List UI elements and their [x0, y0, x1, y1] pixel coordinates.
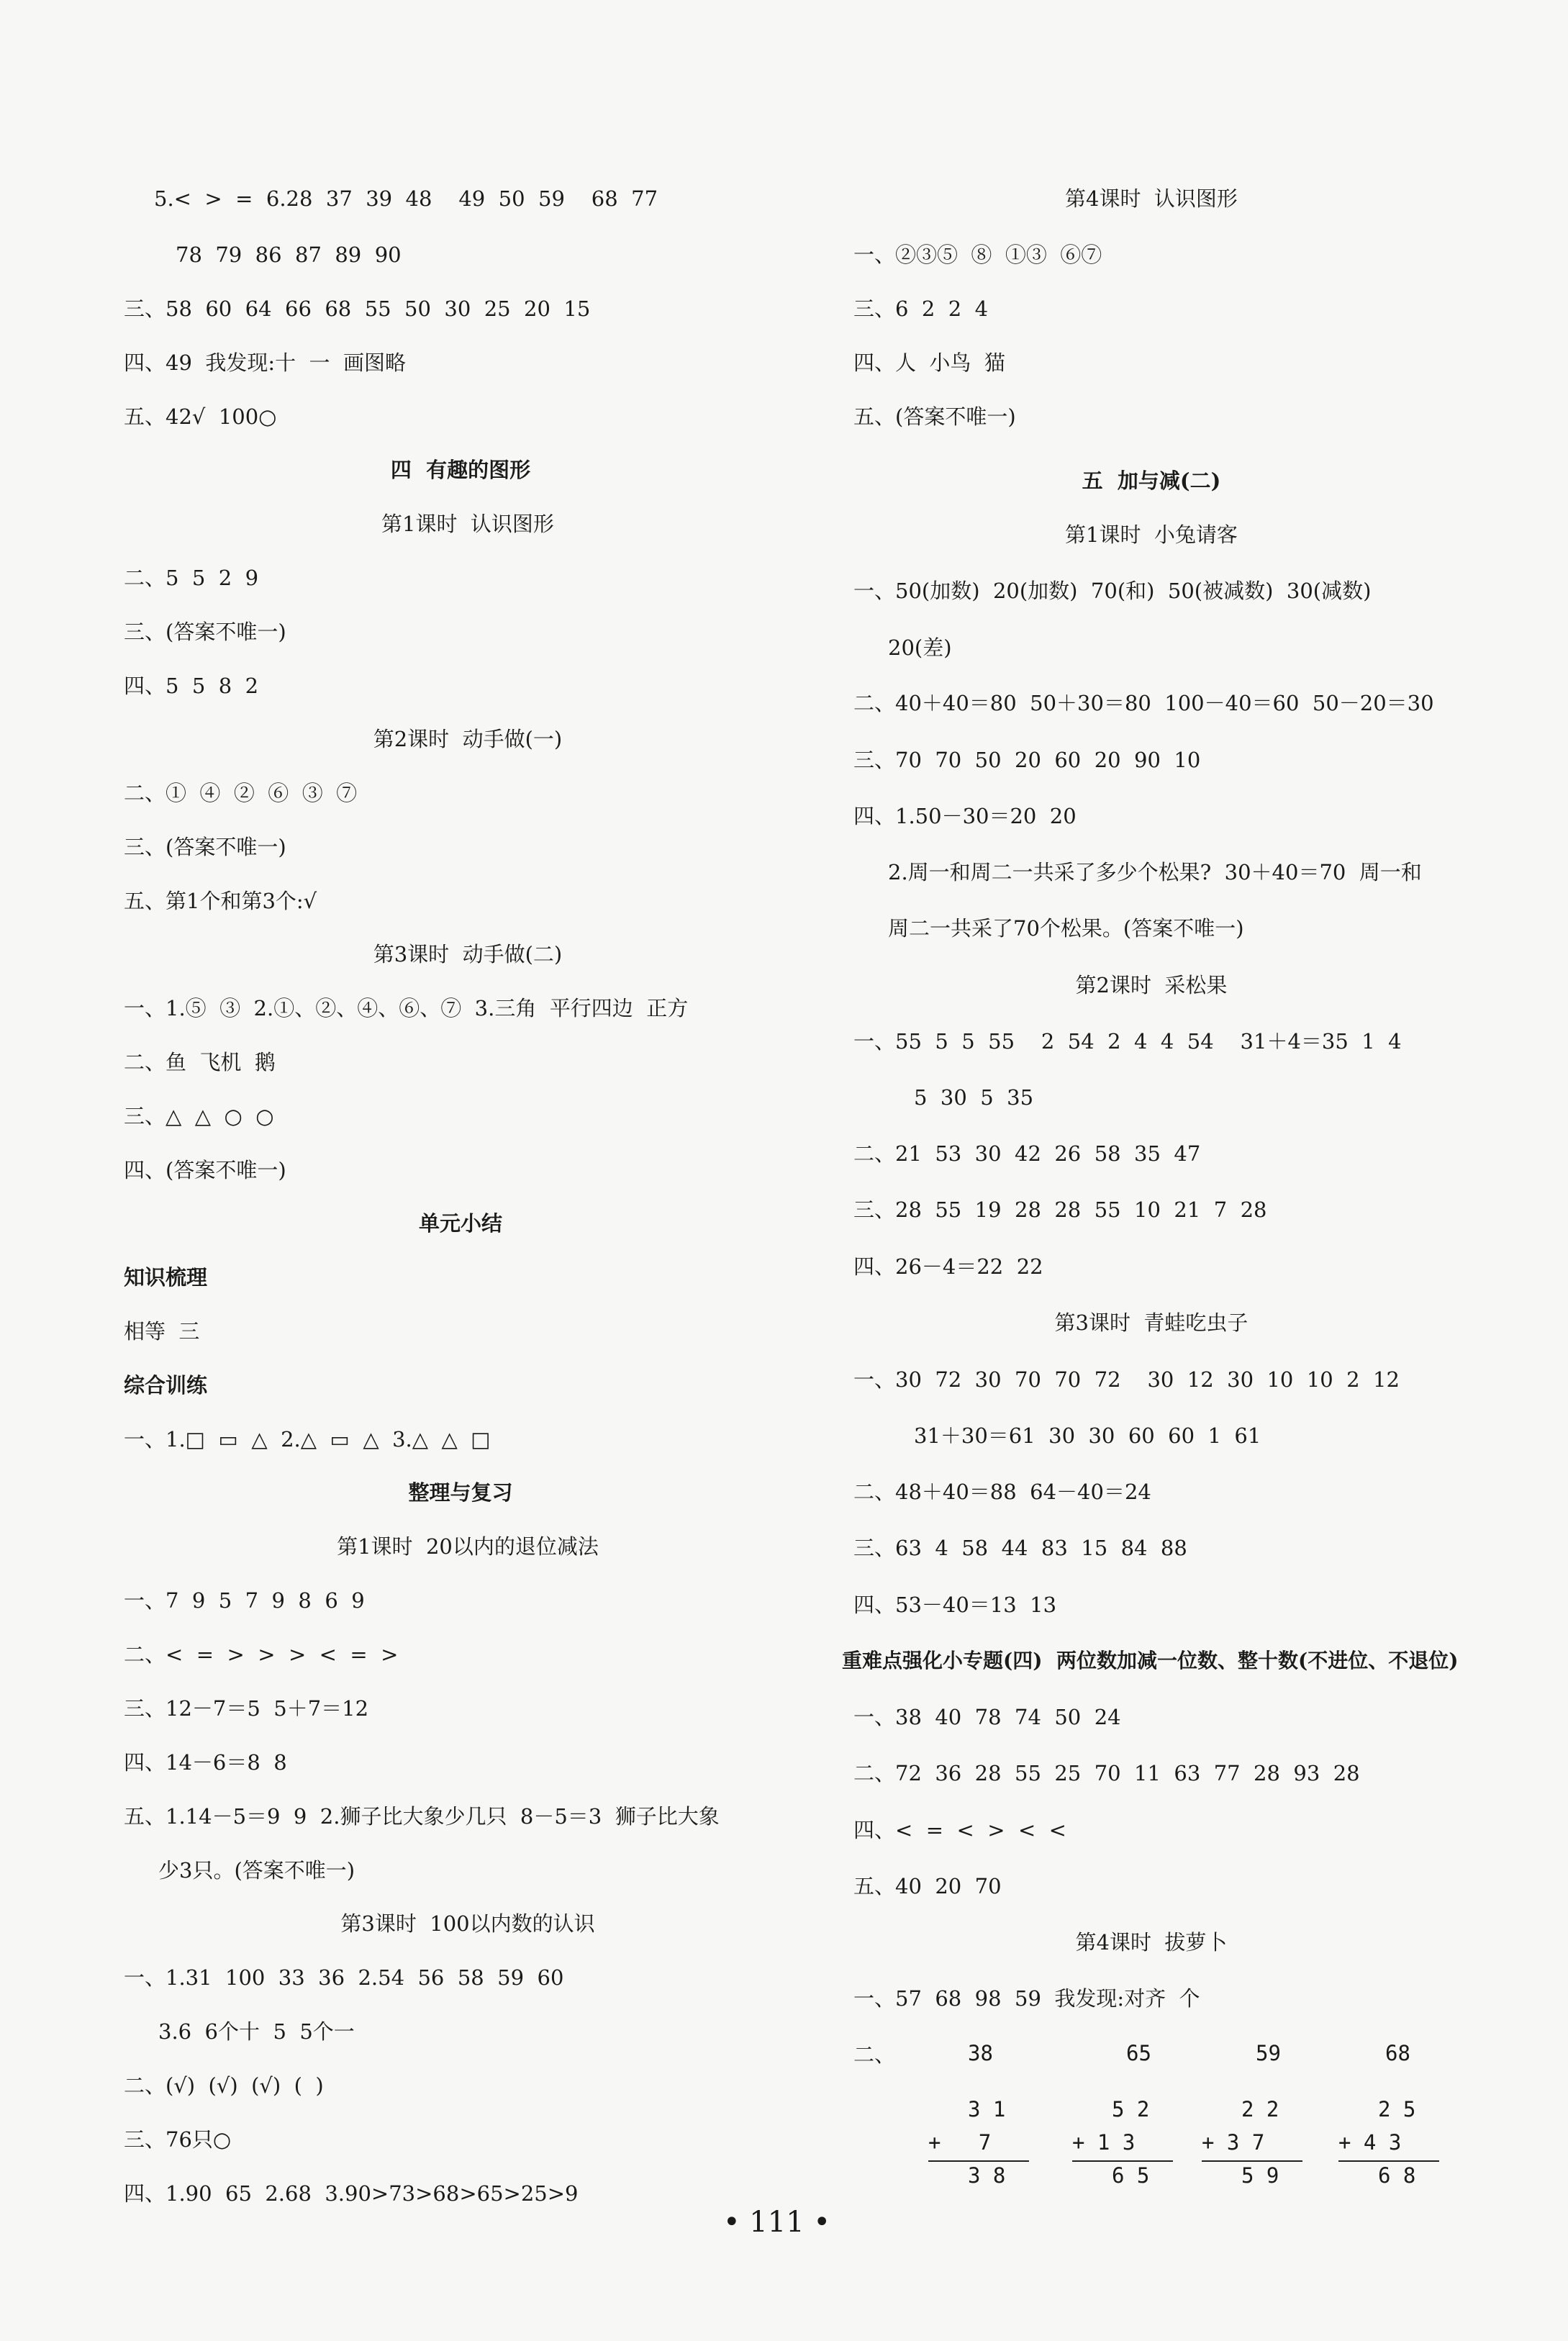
- left-line-3: 三、58 60 64 66 68 55 50 30 25 20 15: [124, 296, 591, 321]
- sum-rule: [1072, 2160, 1173, 2162]
- left-line-4: 四、49 我发现:十 一 画图略: [124, 350, 406, 375]
- sum-operand: + 4 3: [1338, 2130, 1402, 2155]
- left-line-20: 一、7 9 5 7 9 8 6 9: [124, 1588, 365, 1613]
- lesson-title-right-2: 第1课时 小兔请客: [1065, 522, 1238, 547]
- page-number: • 111 •: [723, 2206, 830, 2239]
- left-line-14: 三、△ △ ○ ○: [124, 1104, 274, 1128]
- right-line-6: 20(差): [888, 635, 952, 660]
- right-line-14: 二、21 53 30 42 26 58 35 47: [853, 1141, 1201, 1166]
- right-line-27: 二、: [853, 2042, 896, 2067]
- left-line-15: 四、(答案不唯一): [124, 1158, 286, 1182]
- left-line-9: 二、① ④ ② ⑥ ③ ⑦: [124, 781, 358, 805]
- right-line-17: 一、30 72 30 70 70 72 30 12 30 10 10 2 12: [853, 1367, 1400, 1392]
- sum-bottom: 3 8: [968, 2163, 1006, 2188]
- left-line-6: 二、5 5 2 9: [124, 566, 259, 590]
- right-line-20: 三、63 4 58 44 83 15 84 88: [853, 1536, 1187, 1560]
- sum-top: 2 2: [1241, 2097, 1279, 2122]
- left-line-11: 五、第1个和第3个:√: [124, 889, 317, 913]
- sum-bottom: 5 9: [1241, 2163, 1279, 2188]
- right-line-24: 四、< = < > < <: [853, 1818, 1066, 1842]
- left-line-26: 一、1.31 100 33 36 2.54 56 58 59 60: [124, 1965, 564, 1990]
- sum-operand: + 3 7: [1202, 2130, 1265, 2155]
- right-line-26: 一、57 68 98 59 我发现:对齐 个: [853, 1986, 1200, 2011]
- lesson-title-1: 第1课时 认识图形: [381, 512, 554, 536]
- lesson-title-right-4: 第3课时 青蛙吃虫子: [1054, 1310, 1248, 1335]
- sum-rule: [928, 2160, 1029, 2162]
- right-line-2: 三、6 2 2 4: [853, 296, 989, 321]
- sum-rule: [1202, 2160, 1302, 2162]
- section-heading-review: 整理与复习: [408, 1480, 513, 1505]
- section-heading-add-subtract-2: 五 加与减(二): [1082, 468, 1221, 493]
- sum-bottom: 6 8: [1378, 2163, 1416, 2188]
- sum-bottom: 6 5: [1112, 2163, 1150, 2188]
- left-line-13: 二、鱼 飞机 鹅: [124, 1050, 276, 1074]
- left-line-27: 3.6 6个十 5 5个一: [158, 2019, 355, 2044]
- sum-top: 2 5: [1378, 2097, 1416, 2122]
- right-line-22: 一、38 40 78 74 50 24: [853, 1705, 1121, 1729]
- right-line-11: 周二一共采了70个松果。(答案不唯一): [888, 916, 1244, 941]
- lesson-title-4: 第1课时 20以内的退位减法: [337, 1534, 599, 1559]
- left-line-22: 三、12－7＝5 5＋7＝12: [124, 1696, 369, 1721]
- sum-top: 5 2: [1112, 2097, 1150, 2122]
- right-line-4: 五、(答案不唯一): [853, 404, 1016, 429]
- left-line-23: 四、14－6＝8 8: [124, 1750, 287, 1775]
- left-line-17: 相等 三: [124, 1319, 200, 1344]
- section-heading-special-topic: 重难点强化小专题(四) 两位数加减一位数、整十数(不进位、不退位): [842, 1649, 1459, 1672]
- right-line-25: 五、40 20 70: [853, 1874, 1002, 1898]
- left-line-1: 5.< > = 6.28 37 39 48 49 50 59 68 77: [154, 186, 658, 211]
- left-line-30: 四、1.90 65 2.68 3.90>73>68>65>25>9: [124, 2181, 579, 2206]
- left-line-10: 三、(答案不唯一): [124, 835, 286, 859]
- right-line-23: 二、72 36 28 55 25 70 11 63 77 28 93 28: [853, 1761, 1360, 1785]
- sum-operand: + 1 3: [1072, 2130, 1136, 2155]
- sum-rule: [1338, 2160, 1439, 2162]
- section-heading-interesting-shapes: 四 有趣的图形: [390, 458, 531, 482]
- right-line-16: 四、26－4＝22 22: [853, 1254, 1043, 1279]
- lesson-title-right-3: 第2课时 采松果: [1075, 973, 1228, 997]
- left-line-16: 知识梳理: [124, 1265, 208, 1290]
- right-line-10: 2.周一和周二一共采了多少个松果? 30＋40＝70 周一和: [888, 860, 1422, 884]
- section-heading-unit-summary: 单元小结: [418, 1211, 502, 1236]
- left-line-8: 四、5 5 8 2: [124, 674, 259, 698]
- right-line-1: 一、②③⑤ ⑧ ①③ ⑥⑦: [853, 243, 1102, 267]
- right-line-8: 三、70 70 50 20 60 20 90 10: [853, 748, 1201, 772]
- right-line-9: 四、1.50－30＝20 20: [853, 804, 1077, 828]
- lesson-title-5: 第3课时 100以内数的认识: [340, 1911, 595, 1936]
- left-line-24: 五、1.14－5＝9 9 2.狮子比大象少几只 8－5＝3 狮子比大象: [124, 1804, 720, 1829]
- sum-operand: + 7: [928, 2130, 992, 2155]
- lesson-title-3: 第3课时 动手做(二): [373, 942, 563, 966]
- lesson-title-right-5: 第4课时 拔萝卜: [1075, 1930, 1228, 1955]
- left-line-21: 二、< = > > > < = >: [124, 1642, 399, 1667]
- left-line-7: 三、(答案不唯一): [124, 620, 286, 644]
- sum-result: 65: [1126, 2041, 1151, 2065]
- left-line-29: 三、76只○: [124, 2127, 232, 2152]
- left-line-25: 少3只。(答案不唯一): [158, 1858, 355, 1883]
- right-line-21: 四、53－40＝13 13: [853, 1593, 1057, 1617]
- right-line-12: 一、55 5 5 55 2 54 2 4 4 54 31＋4＝35 1 4: [853, 1029, 1402, 1054]
- right-line-5: 一、50(加数) 20(加数) 70(和) 50(被减数) 30(减数): [853, 579, 1372, 603]
- sum-top: 3 1: [968, 2097, 1006, 2122]
- sum-result: 38: [968, 2041, 993, 2065]
- left-line-18: 综合训练: [124, 1373, 208, 1398]
- right-line-3: 四、人 小鸟 猫: [853, 350, 1005, 375]
- left-line-19: 一、1.□ ▭ △ 2.△ ▭ △ 3.△ △ □: [124, 1427, 491, 1452]
- right-line-13: 5 30 5 35: [914, 1085, 1034, 1110]
- left-line-28: 二、(√) (√) (√) ( ): [124, 2073, 324, 2098]
- right-line-15: 三、28 55 19 28 28 55 10 21 7 28: [853, 1197, 1267, 1222]
- sum-result: 59: [1256, 2041, 1281, 2065]
- left-line-5: 五、42√ 100○: [124, 404, 277, 429]
- right-line-18: 31＋30＝61 30 30 60 60 1 61: [914, 1423, 1261, 1448]
- lesson-title-right-1: 第4课时 认识图形: [1065, 186, 1238, 211]
- left-line-12: 一、1.⑤ ③ 2.①、②、④、⑥、⑦ 3.三角 平行四边 正方: [124, 996, 689, 1020]
- right-line-7: 二、40＋40＝80 50＋30＝80 100－40＝60 50－20＝30: [853, 691, 1434, 715]
- sum-result: 68: [1385, 2041, 1410, 2065]
- left-line-2: 78 79 86 87 89 90: [176, 243, 402, 267]
- right-line-19: 二、48＋40＝88 64－40＝24: [853, 1480, 1151, 1504]
- lesson-title-2: 第2课时 动手做(一): [373, 727, 563, 751]
